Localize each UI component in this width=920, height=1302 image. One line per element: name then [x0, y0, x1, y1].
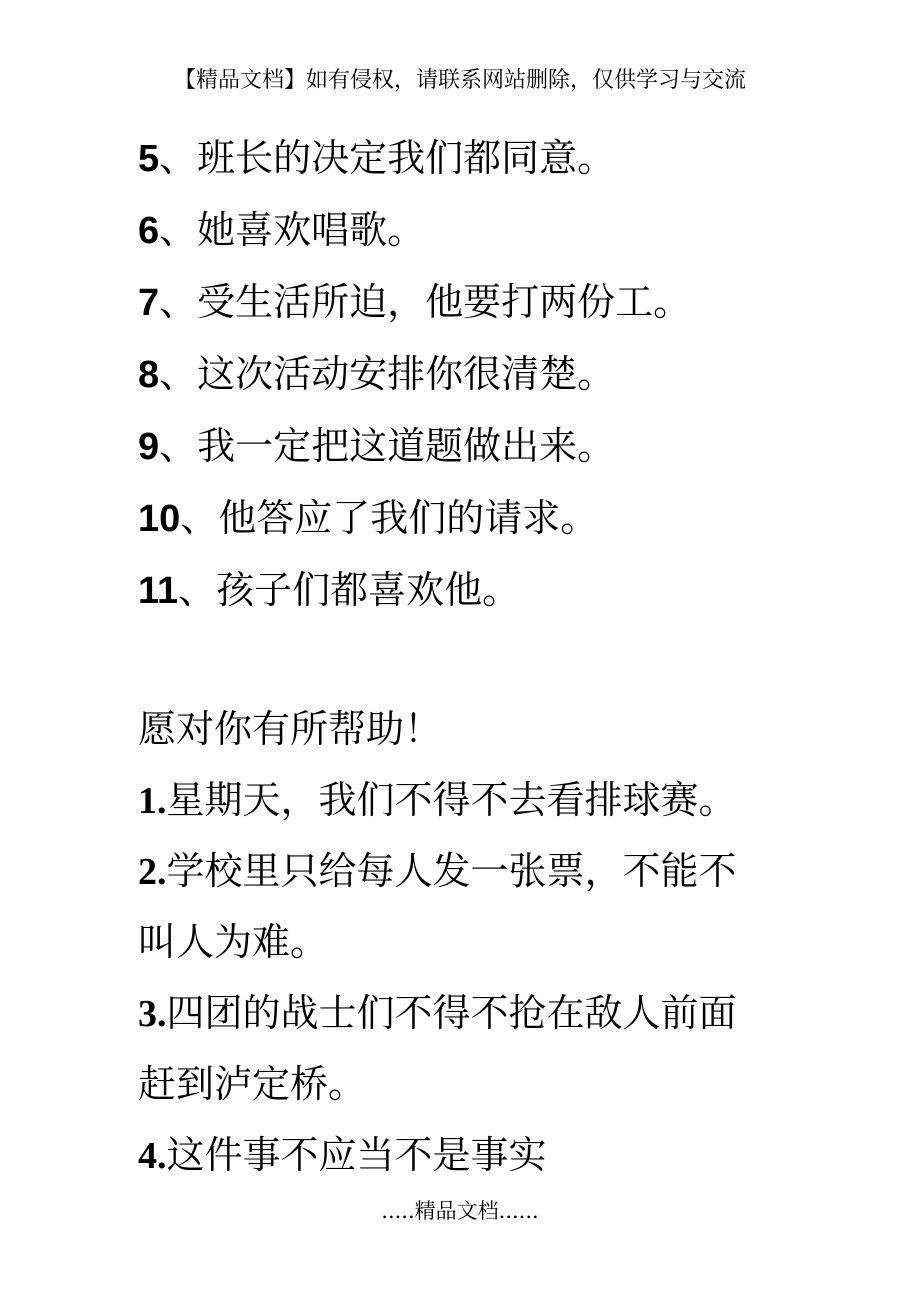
- page-footer: .....精品文档......: [381, 1199, 539, 1223]
- item-number: 5: [138, 138, 160, 180]
- sentence-item: [138, 1120, 788, 1191]
- item-number: 1.: [138, 780, 167, 822]
- sentence-item: [138, 836, 788, 907]
- item-text: 四团的战士们不得不抢在敌人前面: [166, 991, 737, 1035]
- item-text: 、这次活动安排你很清楚。: [159, 352, 616, 396]
- document-body: [138, 122, 788, 1191]
- item-text: 、孩子们都喜欢他。: [178, 568, 521, 612]
- sentence-item: [138, 122, 788, 194]
- item-number: 8: [138, 354, 160, 396]
- sentence-continuation: [138, 907, 788, 978]
- sentence-item: [138, 338, 788, 410]
- item-number: 7: [138, 282, 160, 324]
- item-text: 、班长的决定我们都同意。: [159, 136, 616, 180]
- item-text: 、他答应了我们的请求。: [180, 496, 599, 540]
- item-number: 4.: [138, 1135, 167, 1177]
- sentence-item: [138, 410, 788, 482]
- sentence-continuation: [138, 1049, 788, 1120]
- sentence-item: [138, 554, 788, 626]
- wish-line: 愿对你有所帮助！: [138, 707, 443, 751]
- sentence-list-1: [138, 122, 788, 626]
- sentence-item: [138, 194, 788, 266]
- sentence-item: [138, 266, 788, 338]
- sentence-list-2: [138, 694, 788, 1191]
- item-number: 2.: [138, 851, 167, 893]
- item-text: 、受生活所迫，他要打两份工。: [159, 280, 692, 324]
- item-number: 6: [138, 210, 160, 252]
- item-text: 赶到泸定桥。: [138, 1062, 367, 1106]
- section-spacer: [138, 626, 788, 694]
- item-text: 叫人为难。: [138, 920, 329, 964]
- sentence-item: [138, 765, 788, 836]
- item-text: 、我一定把这道题做出来。: [159, 424, 616, 468]
- item-number: 9: [138, 426, 160, 468]
- page-header: 【精品文档】如有侵权，请联系网站删除，仅供学习与交流: [173, 68, 746, 93]
- item-number: 10: [138, 498, 181, 540]
- item-number: 3.: [138, 993, 167, 1035]
- sentence-item: [138, 978, 788, 1049]
- item-text: 这件事不应当不是事实: [166, 1133, 547, 1177]
- item-text: 学校里只给每人发一张票，不能不: [166, 849, 737, 893]
- item-text: 、她喜欢唱歌。: [159, 208, 426, 252]
- sentence-item: [138, 482, 788, 554]
- item-text: 星期天，我们不得不去看排球赛。: [166, 778, 737, 822]
- item-number: 11: [138, 570, 179, 612]
